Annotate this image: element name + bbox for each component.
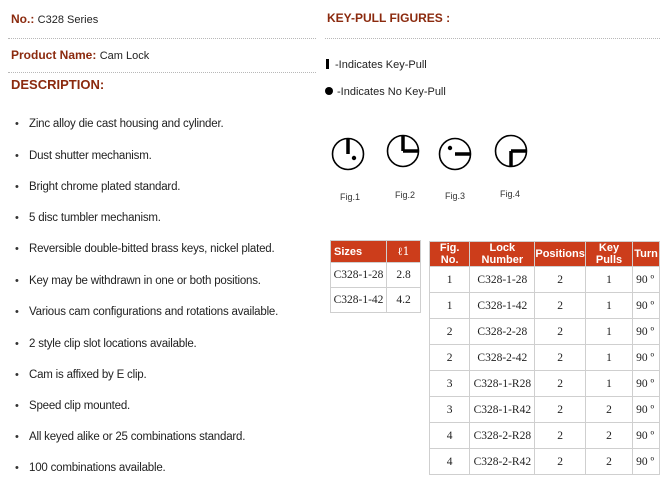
key-pulls-cell: 1 [585,345,632,371]
fig-no-cell: 3 [430,371,470,397]
figure-3-caption: Fig.3 [445,191,466,201]
turn-cell: 90 º [633,319,660,345]
fig-no-cell: 3 [430,397,470,423]
legend-no-key-pull [325,86,446,98]
lock-number-cell: C328-2-42 [470,345,535,371]
key-pulls-cell: 2 [585,423,632,449]
l1-cell: 2.8 [387,263,421,288]
l1-cell: 4.2 [387,288,421,313]
key-pulls-cell: 2 [585,449,632,475]
figure-4 [493,133,529,169]
key-pulls-cell: 1 [585,371,632,397]
sizes-table [330,240,421,313]
fig-no-cell: 2 [430,319,470,345]
figure-1-caption: Fig.1 [340,192,361,202]
figure-2-caption: Fig.2 [395,190,416,200]
lock-number-cell: C328-2-R28 [470,423,535,449]
table-row [430,319,660,345]
key-pull-heading: KEY-PULL FIGURES : [327,11,451,25]
list-item: • All keyed alike or 25 combinations standard. [29,431,245,443]
figure-1 [330,136,366,172]
figure-2 [385,133,421,169]
fig-no-cell: 2 [430,345,470,371]
legend-no-key-pull-text: -Indicates No Key-Pull [337,86,446,98]
description-heading: DESCRIPTION: [11,77,105,92]
turn-cell: 90 º [633,267,660,293]
lock-number-cell: C328-2-28 [470,319,535,345]
size-cell: C328-1-28 [331,263,387,288]
key-pull-bar-icon [326,59,329,69]
fig-no-cell: 4 [430,449,470,475]
table-row [331,288,421,313]
key-pulls-cell: 1 [585,319,632,345]
table-row [430,423,660,449]
turn-cell: 90 º [633,293,660,319]
table-row [430,293,660,319]
table-row [430,449,660,475]
product-row [11,48,149,62]
product-value: Cam Lock [99,50,150,62]
turn-cell: 90 º [633,345,660,371]
positions-cell: 2 [535,449,586,475]
col-header-lock-number: Lock Number [470,242,535,267]
list-item: • Speed clip mounted. [29,400,130,412]
col-header-sizes: Sizes [331,241,387,263]
col-header-turn: Turn [633,242,660,267]
list-item: • 5 disc tumbler mechanism. [29,212,161,224]
key-pull-figure-3-icon [437,136,473,172]
list-item: • Dust shutter mechanism. [29,150,152,162]
table-row [430,267,660,293]
table-row [331,263,421,288]
legend-key-pull-text: -Indicates Key-Pull [335,59,427,71]
positions-cell: 2 [535,423,586,449]
table-header-row [430,242,660,267]
col-header-l1: ℓ1 [387,241,421,263]
list-item: • Bright chrome plated standard. [29,181,180,193]
figure-4-caption: Fig.4 [500,189,521,199]
figure-3 [437,136,473,172]
divider-right [325,38,660,39]
table-row [430,345,660,371]
lock-number-cell: C328-1-28 [470,267,535,293]
table-row [430,397,660,423]
no-key-pull-dot-icon [325,87,333,95]
list-item: • Cam is affixed by E clip. [29,369,147,381]
turn-cell: 90 º [633,371,660,397]
lock-number-cell: C328-2-R42 [470,449,535,475]
key-pull-figure-4-icon [493,133,529,169]
col-header-key-pulls: Key Pulls [585,242,632,267]
fig-no-cell: 4 [430,423,470,449]
table-row [430,371,660,397]
key-pulls-cell: 1 [585,293,632,319]
divider-1 [8,38,316,39]
col-header-fig-no: Fig. No. [430,242,470,267]
lock-number-cell: C328-1-42 [470,293,535,319]
size-cell: C328-1-42 [331,288,387,313]
list-item: • Various cam configurations and rotations available. [29,306,278,318]
list-item: • Zinc alloy die cast housing and cylinder. [29,118,223,130]
key-pulls-cell: 1 [585,267,632,293]
list-item: • 2 style clip slot locations available. [29,338,197,350]
positions-cell: 2 [535,345,586,371]
positions-cell: 2 [535,319,586,345]
turn-cell: 90 º [633,397,660,423]
key-pull-figure-1-icon [330,136,366,172]
lock-number-cell: C328-1-R28 [470,371,535,397]
divider-2 [8,72,316,73]
lock-number-table [429,241,660,475]
positions-cell: 2 [535,371,586,397]
list-item: • Key may be withdrawn in one or both positions. [29,275,261,287]
legend-key-pull [326,59,427,71]
key-pulls-cell: 2 [585,397,632,423]
col-header-positions: Positions [535,242,586,267]
turn-cell: 90 º [633,449,660,475]
no-label: No.: [11,12,35,26]
no-row [11,12,98,26]
positions-cell: 2 [535,293,586,319]
fig-no-cell: 1 [430,267,470,293]
list-item: • 100 combinations available. [29,462,166,474]
lock-number-cell: C328-1-R42 [470,397,535,423]
positions-cell: 2 [535,397,586,423]
turn-cell: 90 º [633,423,660,449]
positions-cell: 2 [535,267,586,293]
table-header-row [331,241,421,263]
key-pull-figure-2-icon [385,133,421,169]
product-label: Product Name: [11,48,97,62]
no-value: C328 Series [37,14,99,26]
fig-no-cell: 1 [430,293,470,319]
list-item: • Reversible double-bitted brass keys, nickel plated. [29,243,275,255]
